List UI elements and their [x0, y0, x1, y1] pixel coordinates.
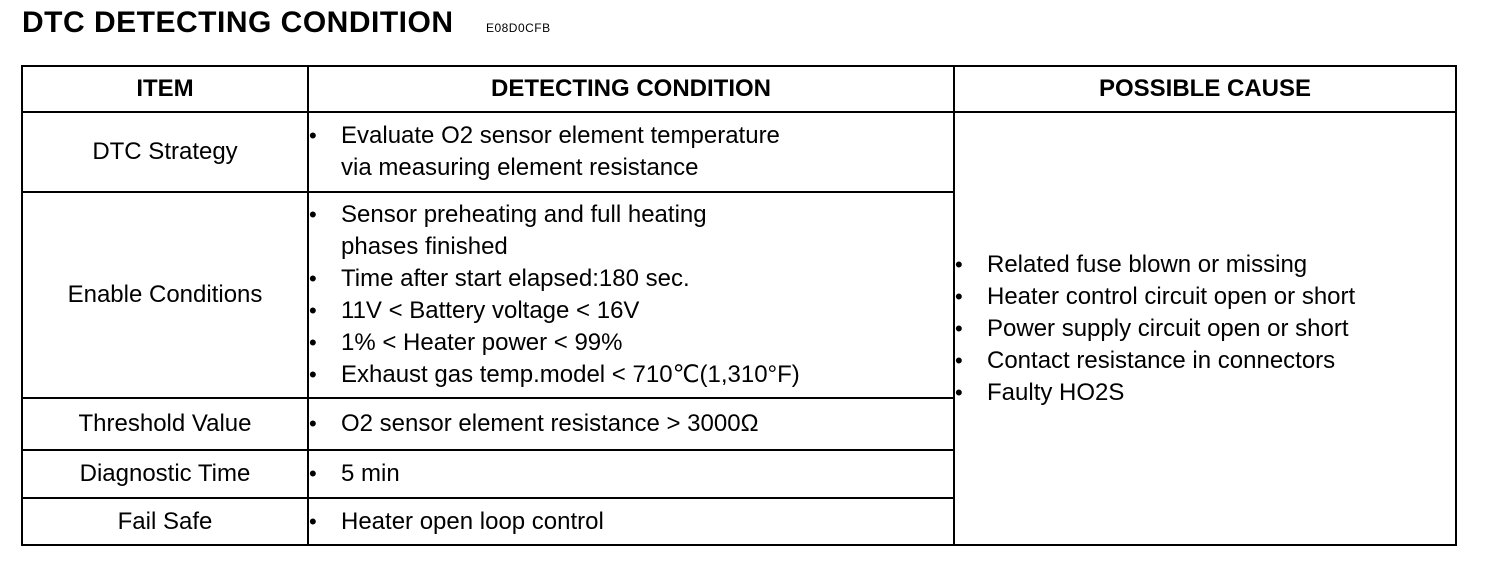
header-detecting-condition: DETECTING CONDITION: [308, 66, 954, 112]
cause-item: • Related fuse blown or missing: [955, 249, 1455, 281]
header-item: ITEM: [22, 66, 308, 112]
condition-item: • Time after start elapsed:180 sec.: [309, 263, 953, 295]
possible-cause-cell: [954, 112, 1456, 545]
cause-item: • Heater control circuit open or short: [955, 281, 1455, 313]
cause-list: [955, 249, 1455, 409]
condition-list: [309, 458, 953, 490]
condition-cell: [308, 398, 954, 450]
table-row: [22, 112, 1456, 192]
dtc-condition-table: [21, 65, 1457, 546]
condition-cell: [308, 112, 954, 192]
condition-cell: [308, 192, 954, 398]
item-cell: Enable Conditions: [22, 192, 308, 398]
condition-item: • Heater open loop control: [309, 506, 953, 538]
condition-cell: [308, 450, 954, 498]
condition-item: • O2 sensor element resistance > 3000Ω: [309, 408, 953, 440]
condition-list: [309, 506, 953, 538]
condition-item: • 1% < Heater power < 99%: [309, 327, 953, 359]
item-cell: Diagnostic Time: [22, 450, 308, 498]
condition-list: [309, 408, 953, 440]
item-cell: Threshold Value: [22, 398, 308, 450]
title-row: [22, 6, 551, 42]
condition-cell: [308, 498, 954, 545]
item-cell: Fail Safe: [22, 498, 308, 545]
cause-item: • Contact resistance in connectors: [955, 345, 1455, 377]
condition-item: • 11V < Battery voltage < 16V: [309, 295, 953, 327]
item-cell: DTC Strategy: [22, 112, 308, 192]
document-code: E08D0CFB: [485, 21, 551, 35]
page-title: DTC DETECTING CONDITION: [22, 6, 454, 39]
condition-item: • Exhaust gas temp.model < 710℃(1,310°F): [309, 359, 953, 391]
cause-item: • Power supply circuit open or short: [955, 313, 1455, 345]
condition-item: • 5 min: [309, 458, 953, 490]
condition-list: [309, 199, 953, 391]
header-possible-cause: POSSIBLE CAUSE: [954, 66, 1456, 112]
condition-item: • Evaluate O2 sensor element temperature via measuring element resistance: [309, 120, 953, 184]
cause-item: • Faulty HO2S: [955, 377, 1455, 409]
condition-list: [309, 120, 953, 184]
table-header-row: [22, 66, 1456, 112]
condition-item: • Sensor preheating and full heating phases finished: [309, 199, 953, 263]
